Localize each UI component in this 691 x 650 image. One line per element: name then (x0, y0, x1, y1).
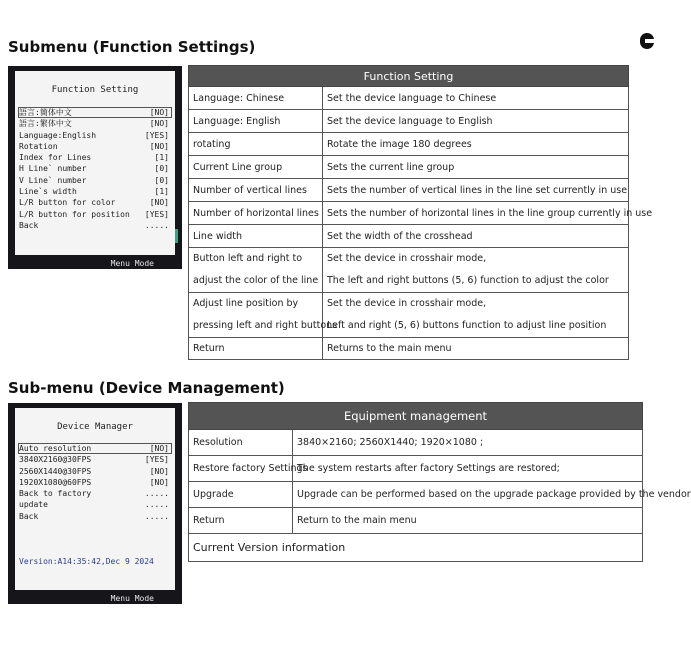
osd-item-label: Back (19, 220, 39, 230)
row-name: Return (189, 338, 323, 360)
osd-menu-item[interactable] (19, 130, 171, 141)
row-description: Set the width of the crosshead (323, 225, 629, 248)
osd-footer-mode: Menu Mode (110, 259, 154, 268)
row-name: Current Line group (189, 156, 323, 179)
row-description: Sets the current line group (323, 156, 629, 179)
row-name: Resolution (189, 430, 293, 456)
osd-item-label: Auto resolution (19, 444, 92, 453)
osd-menu-item[interactable] (19, 499, 171, 510)
osd-item-value: [NO] (149, 444, 169, 453)
row-name: Number of vertical lines (189, 179, 323, 202)
osd-menu-item[interactable] (18, 107, 172, 118)
row-description: Upgrade can be performed based on the upgrade package provided by the vendor (293, 482, 643, 508)
osd-menu-list (19, 107, 171, 231)
row-description: 3840×2160; 2560X1440; 1920×1080 ; (293, 430, 643, 456)
osd-menu-item[interactable] (19, 220, 171, 231)
row-description: Sets the number of vertical lines in the line set currently in use (323, 179, 629, 202)
osd-item-label: 語言:繁体中文 (19, 119, 72, 129)
osd-item-label: 3840X2160@30FPS (19, 455, 92, 465)
row-description-line: The left and right buttons (5, 6) function to adjust the color (327, 275, 609, 286)
row-name-line: pressing left and right buttons (193, 320, 338, 331)
table-row (189, 133, 629, 156)
osd-item-label: 語言:簡体中文 (19, 108, 72, 117)
osd-item-value: [0] (154, 175, 169, 185)
osd-scroll-indicator (175, 229, 178, 243)
osd-menu-item[interactable] (19, 477, 171, 488)
osd-item-label: H Line` number (19, 164, 87, 174)
osd-item-value: ..... (144, 500, 169, 510)
osd-item-label: Language:English (19, 130, 97, 140)
table-row (189, 110, 629, 133)
row-description (323, 248, 629, 293)
row-name: Language: Chinese (189, 87, 323, 110)
osd-item-label: Line`s width (19, 187, 77, 197)
row-name: rotating (189, 133, 323, 156)
osd-menu-item[interactable] (19, 511, 171, 522)
corner-logo-icon (640, 33, 654, 49)
osd-item-value: [YES] (144, 455, 169, 465)
row-name: Number of horizontal lines (189, 202, 323, 225)
osd-item-label: 1920X1080@60FPS (19, 477, 92, 487)
table-row (189, 456, 643, 482)
table-row (189, 338, 629, 360)
table-row (189, 293, 629, 338)
table-row (189, 430, 643, 456)
section-title-device-management: Sub-menu (Device Management) (8, 379, 285, 397)
osd-item-value: [NO] (149, 108, 169, 117)
row-name (189, 248, 323, 293)
row-description-line: Set the device in crosshair mode, (327, 253, 487, 264)
osd-screen (15, 71, 175, 255)
row-name-line: Adjust line position by (193, 298, 299, 309)
osd-menu-item[interactable] (19, 186, 171, 197)
osd-menu-item[interactable] (19, 454, 171, 465)
osd-item-value: [NO] (149, 141, 169, 151)
table-row (189, 156, 629, 179)
osd-item-label: V Line` number (19, 175, 87, 185)
osd-menu-item[interactable] (19, 466, 171, 477)
section-title-function-settings: Submenu (Function Settings) (8, 38, 256, 56)
table-row (189, 248, 629, 293)
osd-item-label: Back (19, 511, 39, 521)
osd-item-label: L/R button for position (19, 209, 130, 219)
row-description: Sets the number of horizontal lines in the line group currently in use (323, 202, 629, 225)
osd-item-value: [1] (154, 187, 169, 197)
osd-menu-item[interactable] (19, 163, 171, 174)
osd-item-value: ..... (144, 511, 169, 521)
osd-item-value: ..... (144, 489, 169, 499)
row-description: Rotate the image 180 degrees (323, 133, 629, 156)
row-description (323, 293, 629, 338)
table-row (189, 508, 643, 534)
osd-function-setting-panel (8, 66, 182, 269)
osd-item-label: update (19, 500, 48, 510)
osd-item-value: [1] (154, 153, 169, 163)
row-description-line: Left and right (5, 6) buttons function to adjust line position (327, 320, 607, 331)
equipment-management-table (188, 402, 691, 562)
row-name: Language: English (189, 110, 323, 133)
row-name: Restore factory Settings (189, 456, 293, 482)
osd-item-label: Back to factory (19, 489, 92, 499)
osd-item-value: ..... (144, 220, 169, 230)
row-description-line: Set the device in crosshair mode, (327, 298, 487, 309)
row-name (189, 293, 338, 338)
function-setting-table (188, 65, 653, 360)
table-row (189, 482, 643, 508)
row-name: Upgrade (189, 482, 293, 508)
row-description: Returns to the main menu (323, 338, 629, 360)
osd-menu-item[interactable] (19, 488, 171, 499)
osd-menu-item[interactable] (19, 209, 171, 220)
osd-item-label: Index for Lines (19, 153, 92, 163)
osd-item-value: [NO] (149, 198, 169, 208)
table-row (189, 87, 629, 110)
table-header: Equipment management (189, 403, 643, 430)
osd-item-value: [NO] (149, 477, 169, 487)
osd-title: Device Manager (57, 422, 133, 432)
osd-menu-item[interactable] (18, 443, 172, 454)
table-row (189, 534, 643, 562)
osd-screen (15, 408, 175, 590)
table-row (189, 202, 629, 225)
row-description: Set the device language to Chinese (323, 87, 629, 110)
row-name: Return (189, 508, 293, 534)
osd-menu-item[interactable] (19, 197, 171, 208)
current-version-row: Current Version information (189, 534, 643, 562)
osd-menu-item[interactable] (19, 118, 171, 129)
osd-footer-mode: Menu Mode (110, 594, 154, 603)
osd-menu-item[interactable] (19, 175, 171, 186)
osd-menu-list (19, 443, 171, 522)
osd-menu-item[interactable] (19, 152, 171, 163)
row-description: Set the device language to English (323, 110, 629, 133)
osd-device-manager-panel (8, 403, 182, 604)
osd-item-label: Rotation (19, 141, 58, 151)
osd-item-label: L/R button for color (19, 198, 116, 208)
osd-item-value: [NO] (149, 119, 169, 129)
osd-item-value: [YES] (144, 130, 169, 140)
row-name-line: Button left and right to (193, 253, 303, 264)
osd-version-text: Version:A14:35:42,Dec 9 2024 (19, 557, 154, 566)
osd-title: Function Setting (51, 85, 139, 95)
table-row (189, 225, 629, 248)
osd-item-value: [YES] (144, 209, 169, 219)
osd-menu-item[interactable] (19, 141, 171, 152)
table-row (189, 179, 629, 202)
osd-item-value: [NO] (149, 466, 169, 476)
table-header: Function Setting (189, 66, 629, 87)
osd-item-value: [0] (154, 164, 169, 174)
osd-item-label: 2560X1440@30FPS (19, 466, 92, 476)
row-name-line: adjust the color of the line (193, 275, 319, 286)
row-description: Return to the main menu (293, 508, 643, 534)
row-name: Line width (189, 225, 323, 248)
row-description: The system restarts after factory Settings are restored; (293, 456, 643, 482)
